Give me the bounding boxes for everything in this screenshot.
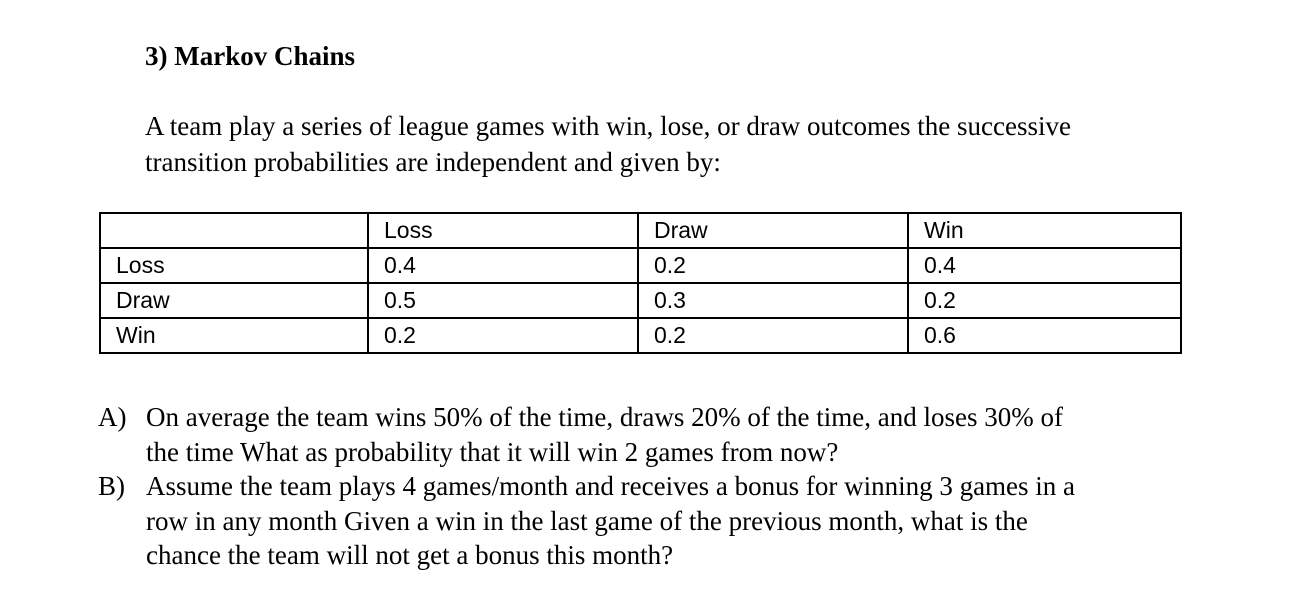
table-cell: 0.2 [368,318,638,353]
question-marker: B) [98,471,125,501]
question-line: row in any month Given a win in the last game of the previous month, what is the [146,505,1028,536]
intro-line: transition probabilities are independent and given by: [145,147,721,177]
transition-matrix-table [99,212,1182,354]
table-header-row [100,213,1181,248]
intro-line: A team play a series of league games with win, lose, or draw outcomes the successive [145,111,1071,141]
question-line: Assume the team plays 4 games/month and receives a bonus for winning 3 games in a [146,471,1076,501]
question-line: On average the team wins 50% of the time, draws 20% of the time, and loses 30% of [146,402,1063,432]
section-heading: 3) Markov Chains [145,41,356,71]
table-header-cell: Win [908,213,1181,248]
question-line: the time What as probability that it will win 2 games from now? [146,436,839,467]
table-row [100,248,1181,283]
table-cell: 0.2 [638,318,908,353]
table-row [100,318,1181,353]
question-line: chance the team will not get a bonus this month? [146,540,674,570]
question-list [98,400,1218,573]
table-cell: 0.2 [908,283,1181,318]
table-row [100,283,1181,318]
table-cell: 0.2 [638,248,908,283]
question-item-b [98,469,1218,573]
table-cell: 0.4 [368,248,638,283]
table-cell: 0.3 [638,283,908,318]
table-cell: 0.6 [908,318,1181,353]
table-row-label: Loss [100,248,368,283]
question-item-a [98,400,1218,469]
table-header-cell: Loss [368,213,638,248]
table-header-cell [100,213,368,248]
table-row-label: Win [100,318,368,353]
table-row-label: Draw [100,283,368,318]
table-cell: 0.4 [908,248,1181,283]
table-header-cell: Draw [638,213,908,248]
question-marker: A) [98,402,127,432]
table-cell: 0.5 [368,283,638,318]
intro-paragraph [145,108,1245,180]
